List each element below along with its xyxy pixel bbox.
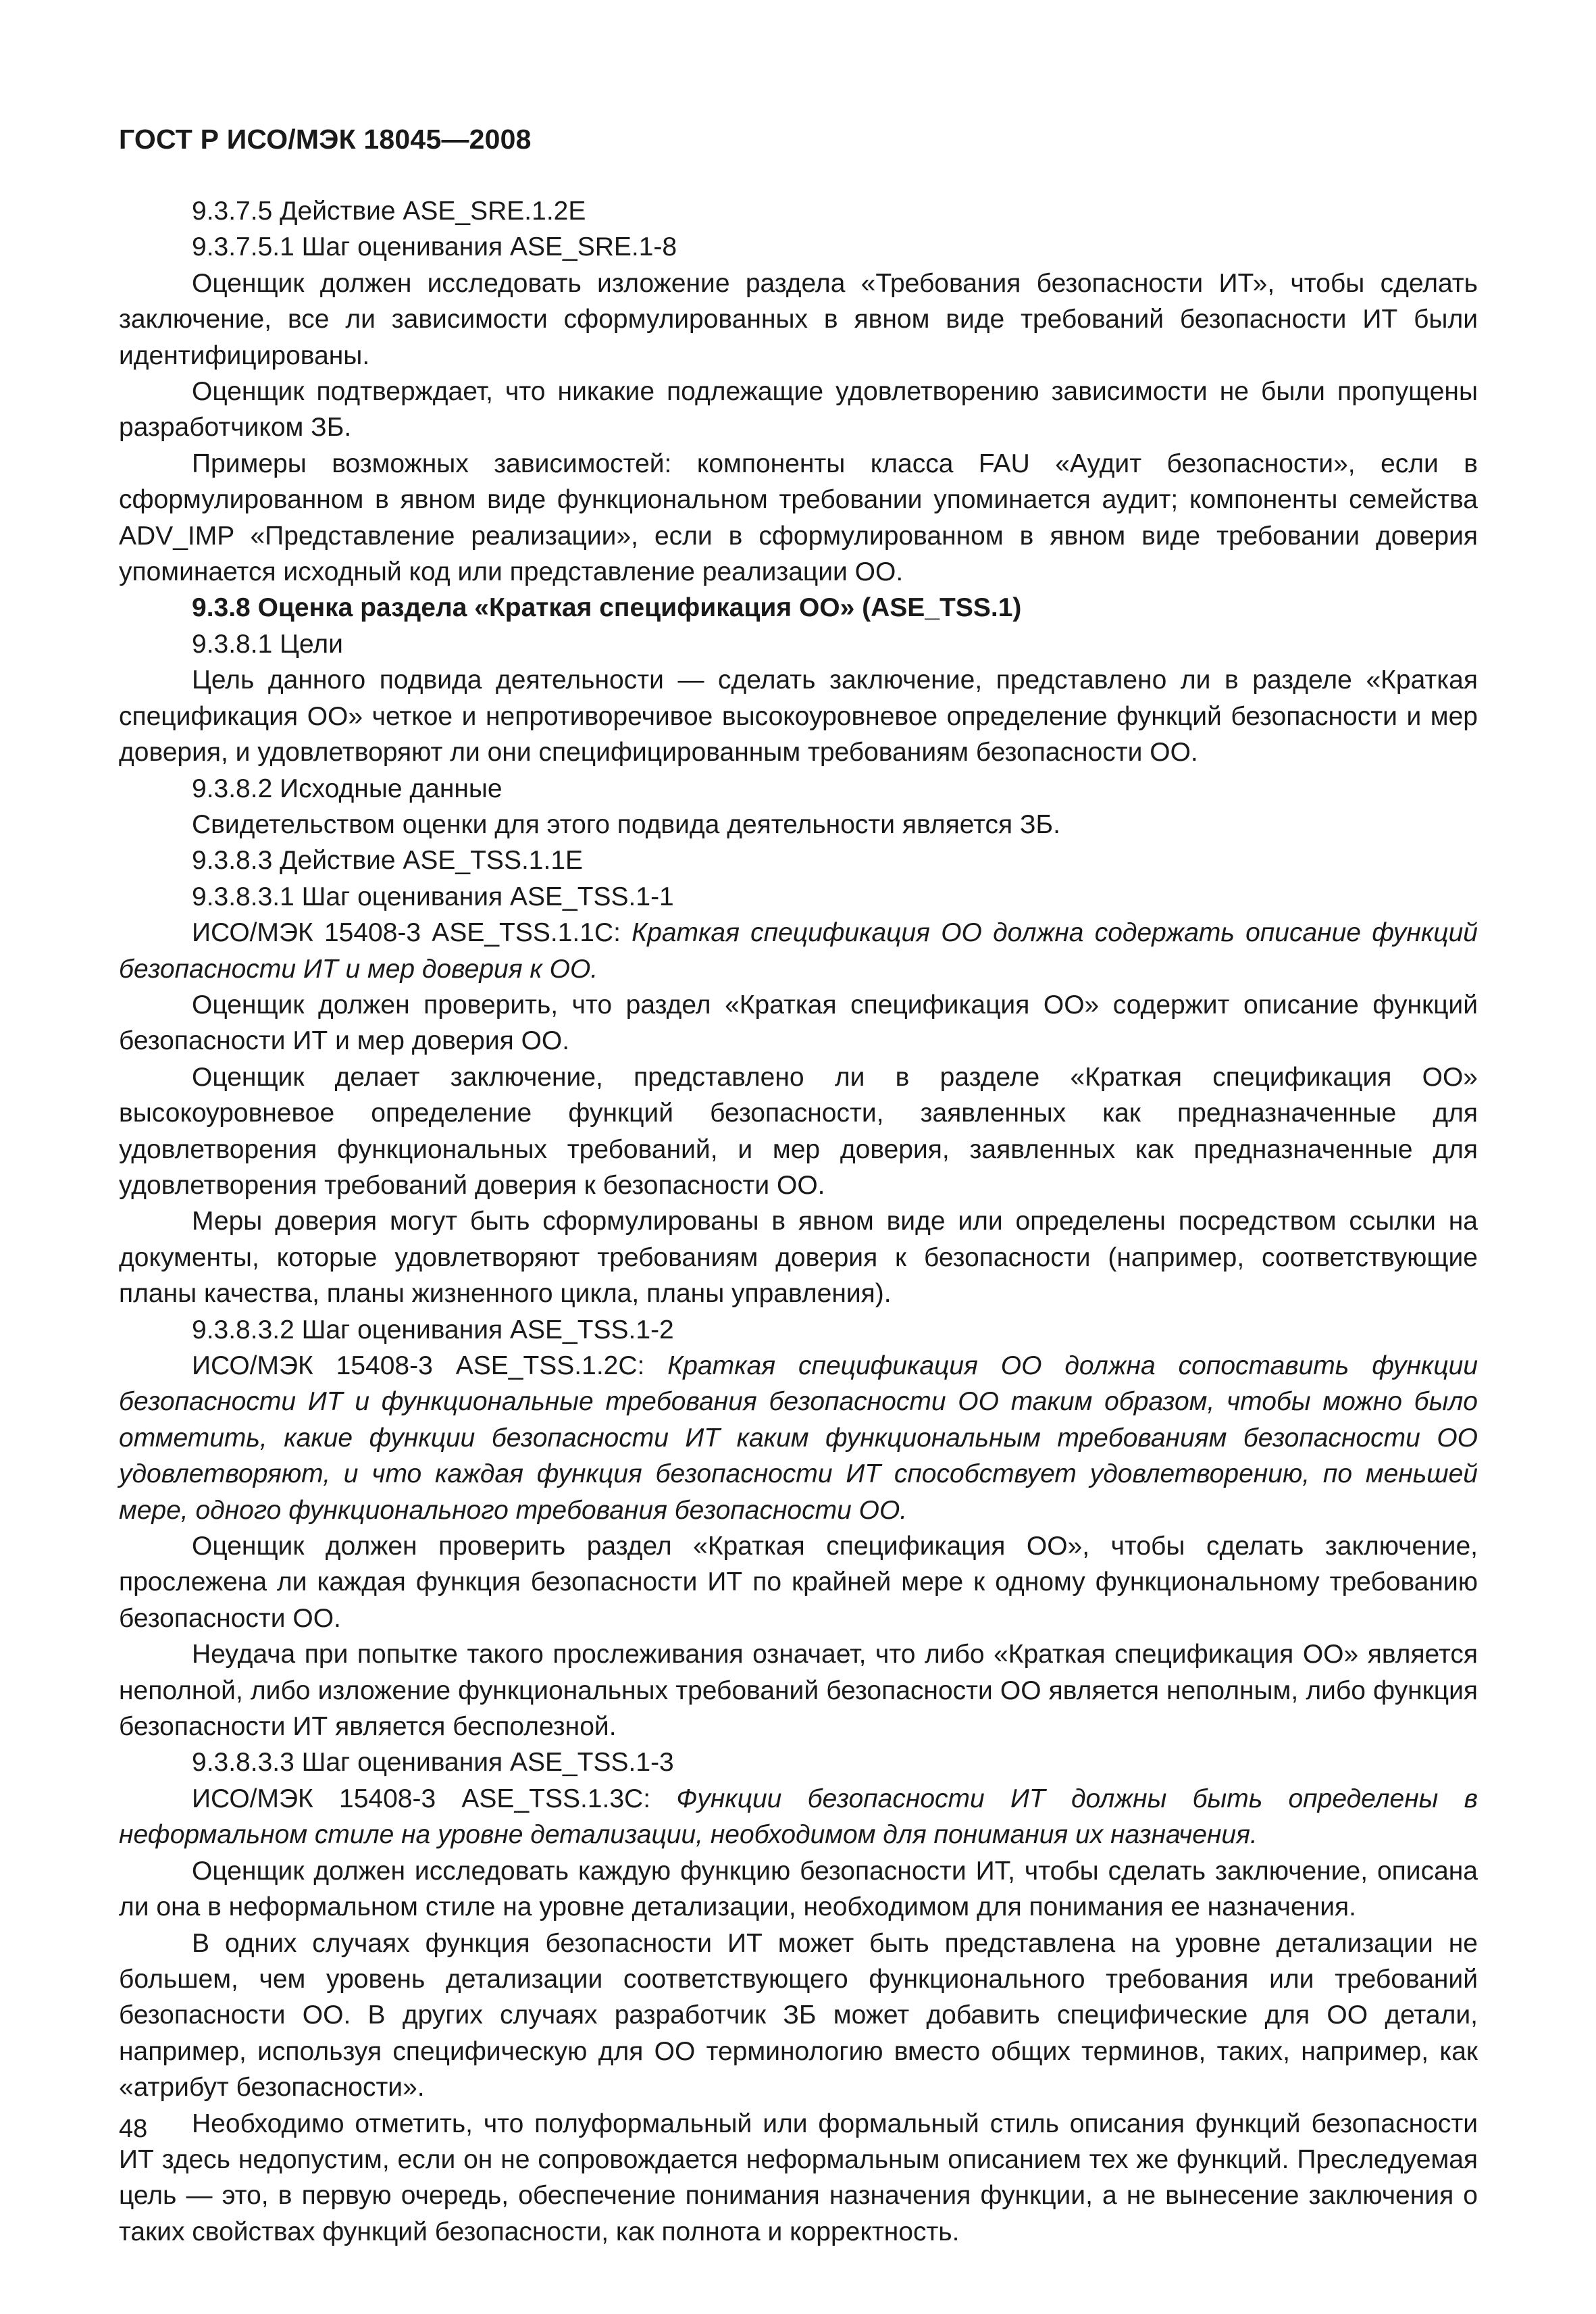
requirement-paragraph bbox=[119, 1781, 1478, 1853]
page-number: 48 bbox=[119, 2115, 148, 2143]
body-paragraph: Оценщик должен исследовать каждую функцию безопасности ИТ, чтобы сделать заключение, описана ли она в неформальном стиле на уровне детализации, необходимом для понимания ее назначения. bbox=[119, 1856, 1478, 1922]
body-paragraph: Оценщик должен проверить, что раздел «Краткая спецификация ОО» содержит описание функций безопасности ИТ и мер доверия ОО. bbox=[119, 990, 1478, 1056]
body-paragraph: Примеры возможных зависимостей: компоненты класса FAU «Аудит безопасности», если в сформулированном в явном виде функциональном требовании упоминается аудит; компоненты семейства ADV_IMP «Представление реализации», если в сформулированном в явном виде требовании доверия упоминается исходный код или представление реализации ОО. bbox=[119, 449, 1478, 587]
clause-heading: 9.3.7.5 Действие ASE_SRE.1.2E bbox=[192, 197, 586, 226]
body-paragraph: Меры доверия могут быть сформулированы в явном виде или определены посредством ссылки на документы, которые удовлетворяют требованиям доверия к безопасности (например, соответствующие планы качества, планы жизненного цикла, планы управления). bbox=[119, 1207, 1478, 1309]
requirement-ref: ИСО/МЭК 15408-3 ASE_TSS.1.2C: bbox=[192, 1351, 668, 1380]
body-paragraph: Свидетельством оценки для этого подвида деятельности является ЗБ. bbox=[192, 809, 1060, 839]
body-paragraph: Оценщик подтверждает, что никакие подлежащие удовлетворению зависимости не были пропущены разработчиком ЗБ. bbox=[119, 377, 1478, 443]
body-paragraph: Оценщик делает заключение, представлено ли в разделе «Краткая спецификация ОО» высокоуровневое определение функций безопасности, заявленных как предназначенные для удовлетворения функциональных требований, и мер доверия, заявленных как предназначенные для удовлетворения требований доверия к безопасности ОО. bbox=[119, 1062, 1478, 1200]
clause-heading: 9.3.8.3.3 Шаг оценивания ASE_TSS.1-3 bbox=[192, 1748, 674, 1778]
requirement-text: Краткая спецификация ОО должна сопоставить функции безопасности ИТ и функциональные требования безопасности ОО таким образом, чтобы можно было отметить, какие функции безопасности ИТ каким функциональным требованиям безопасности ОО удовлетворяют, и что каждая функция безопасности ИТ способствует удовлетворению, по меньшей мере, одного функционального требования безопасности ОО. bbox=[119, 1351, 1478, 1525]
body-paragraph: Цель данного подвида деятельности — сделать заключение, представлено ли в разделе «Краткая спецификация ОО» четкое и непротиворечивое высокоуровневое определение функций безопасности и мер доверия, и удовлетворяют ли они специфицированным требованиям безопасности ОО. bbox=[119, 665, 1478, 768]
body-paragraph: Необходимо отметить, что полуформальный или формальный стиль описания функций безопасности ИТ здесь недопустим, если он не сопровождается неформальным описанием тех же функций. Преследуемая цель — это, в первую очередь, обеспечение понимания назначения функции, а не вынесение заключения о таких свойствах функций безопасности, как полнота и корректность. bbox=[119, 2109, 1478, 2246]
body-paragraph: Неудача при попытке такого прослеживания означает, что либо «Краткая спецификация ОО» является неполной, либо изложение функциональных требований безопасности ОО является неполным, либо функция безопасности ИТ является бесполезной. bbox=[119, 1640, 1478, 1742]
requirement-text: Краткая спецификация ОО должна содержать описание функций безопасности ИТ и мер доверия к ОО. bbox=[119, 918, 1478, 984]
section-heading: 9.3.8 Оценка раздела «Краткая спецификация ОО» (ASE_TSS.1) bbox=[192, 593, 1022, 623]
requirement-paragraph bbox=[119, 915, 1478, 987]
clause-heading: 9.3.8.1 Цели bbox=[192, 629, 343, 659]
document-header: ГОСТ Р ИСО/МЭК 18045—2008 bbox=[119, 124, 532, 155]
body-paragraph: В одних случаях функция безопасности ИТ может быть представлена на уровне детализации не большем, чем уровень детализации соответствующего функционального требования или требований безопасности ОО. В других случаях разработчик ЗБ может добавить специфические для ОО детали, например, используя специфическую для ОО терминологию вместо общих терминов, таких, например, как «атрибут безопасности». bbox=[119, 1928, 1478, 2103]
body-paragraph: Оценщик должен проверить раздел «Краткая спецификация ОО», чтобы сделать заключение, прослежена ли каждая функция безопасности ИТ по крайней мере к одному функциональному требованию безопасности ОО. bbox=[119, 1532, 1478, 1633]
clause-heading: 9.3.8.3.1 Шаг оценивания ASE_TSS.1-1 bbox=[192, 882, 674, 911]
requirement-text: Функции безопасности ИТ должны быть определены в неформальном стиле на уровне детализации, необходимом для понимания их назначения. bbox=[119, 1784, 1478, 1850]
body-paragraph: Оценщик должен исследовать изложение раздела «Требования безопасности ИТ», чтобы сделать заключение, все ли зависимости сформулированных в явном виде требований безопасности ИТ были идентифицированы. bbox=[119, 268, 1478, 370]
clause-heading: 9.3.8.2 Исходные данные bbox=[192, 774, 503, 803]
clause-heading: 9.3.8.3 Действие ASE_TSS.1.1E bbox=[192, 846, 584, 876]
requirement-paragraph bbox=[119, 1348, 1478, 1528]
requirement-ref: ИСО/МЭК 15408-3 ASE_TSS.1.1C: bbox=[192, 918, 632, 948]
clause-heading: 9.3.7.5.1 Шаг оценивания ASE_SRE.1-8 bbox=[192, 232, 677, 262]
requirement-ref: ИСО/МЭК 15408-3 ASE_TSS.1.3C: bbox=[192, 1784, 677, 1813]
document-body bbox=[119, 193, 1478, 2250]
clause-heading: 9.3.8.3.2 Шаг оценивания ASE_TSS.1-2 bbox=[192, 1315, 674, 1344]
